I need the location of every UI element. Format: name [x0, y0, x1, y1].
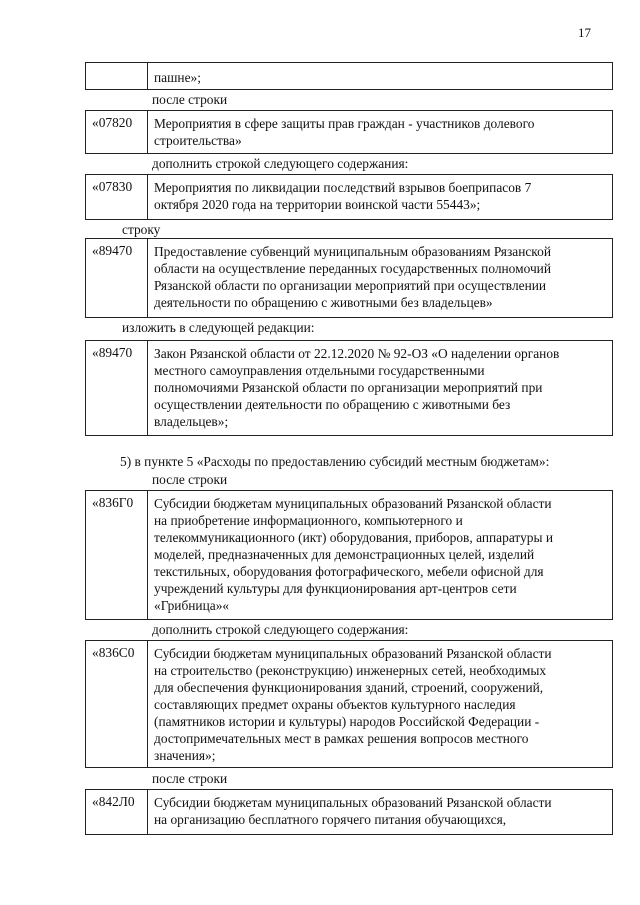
row-text-line: осуществлении деятельности по обращению с животными без — [154, 397, 511, 412]
row-text — [148, 239, 612, 317]
row-text-line: строительства» — [154, 133, 242, 148]
row-text — [148, 111, 612, 153]
row-code: «842Л0 — [86, 790, 148, 834]
row-code — [86, 63, 148, 89]
row-text-line: (памятников истории и культуры) народов Российской Федерации - — [154, 714, 540, 729]
table-row — [85, 789, 613, 835]
table-row — [85, 340, 613, 436]
row-text-line: Мероприятия в сфере защиты прав граждан - участников долевого — [154, 116, 535, 131]
row-text-line: «Грибница»« — [154, 598, 230, 613]
row-text-line: моделей, предназначенных для демонстрационных целей, изделий — [154, 547, 535, 562]
row-text-line: для обеспечения функционирования зданий, строений, сооружений, — [154, 680, 544, 695]
row-code: «836Г0 — [86, 491, 148, 619]
instruction-text: дополнить строкой следующего содержания: — [152, 156, 409, 171]
instruction-text: после строки — [152, 92, 228, 107]
row-code: «07830 — [86, 175, 148, 219]
row-text-line: на организацию бесплатного горячего питания обучающихся, — [154, 812, 507, 827]
section-heading: 5) в пункте 5 «Расходы по предоставлению субсидий местным бюджетам»: — [120, 454, 550, 469]
row-text-line: текстильных, оборудования фотографического, мебели офисной для — [154, 564, 544, 579]
row-text-line: достопримечательных мест в рамках решения вопросов местного — [154, 731, 529, 746]
page-number: 17 — [578, 25, 591, 40]
row-text-line: составляющих предмет охраны объектов культурного наследия — [154, 697, 516, 712]
row-text — [148, 341, 612, 435]
row-text-line: на приобретение информационного, компьютерного и — [154, 513, 463, 528]
table-row — [85, 640, 613, 768]
row-text-line: Мероприятия по ликвидации последствий взрывов боеприпасов 7 — [154, 180, 532, 195]
table-row — [85, 62, 613, 90]
row-text — [148, 641, 612, 767]
row-code: «836С0 — [86, 641, 148, 767]
row-text — [148, 491, 612, 619]
row-text — [148, 63, 612, 89]
row-text-line: пашне»; — [154, 70, 201, 85]
row-text-line: октября 2020 года на территории воинской части 55443»; — [154, 197, 481, 212]
table-row — [85, 238, 613, 318]
row-text-line: деятельности по обращению с животными без владельцев» — [154, 295, 493, 310]
table-row — [85, 174, 613, 220]
row-code: «89470 — [86, 341, 148, 435]
row-text — [148, 790, 612, 834]
row-text-line: области на осуществление переданных государственных полномочий — [154, 261, 552, 276]
row-code: «07820 — [86, 111, 148, 153]
row-text-line: Субсидии бюджетам муниципальных образований Рязанской области — [154, 646, 552, 661]
instruction-text: строку — [122, 222, 161, 237]
instruction-text: после строки — [152, 771, 228, 786]
row-text-line: Закон Рязанской области от 22.12.2020 № 92-ОЗ «О наделении органов — [154, 346, 560, 361]
table-row — [85, 490, 613, 620]
row-text — [148, 175, 612, 219]
row-text-line: значения»; — [154, 748, 216, 763]
instruction-text: изложить в следующей редакции: — [122, 320, 315, 335]
row-text-line: местного самоуправления отдельными государственными — [154, 363, 485, 378]
row-text-line: учреждений культуры для функционирования арт-центров сети — [154, 581, 517, 596]
instruction-text: после строки — [152, 472, 228, 487]
row-code: «89470 — [86, 239, 148, 317]
row-text-line: Субсидии бюджетам муниципальных образований Рязанской области — [154, 795, 552, 810]
instruction-text: дополнить строкой следующего содержания: — [152, 622, 409, 637]
row-text-line: на строительство (реконструкцию) инженерных сетей, необходимых — [154, 663, 547, 678]
table-row — [85, 110, 613, 154]
row-text-line: владельцев»; — [154, 414, 229, 429]
row-text-line: полномочиями Рязанской области по организации мероприятий при — [154, 380, 543, 395]
row-text-line: Субсидии бюджетам муниципальных образований Рязанской области — [154, 496, 552, 511]
row-text-line: телекоммуникационного (икт) оборудования, приборов, аппаратуры и — [154, 530, 553, 545]
row-text-line: Рязанской области по организации мероприятий при осуществлении — [154, 278, 547, 293]
row-text-line: Предоставление субвенций муниципальным образованиям Рязанской — [154, 244, 551, 259]
